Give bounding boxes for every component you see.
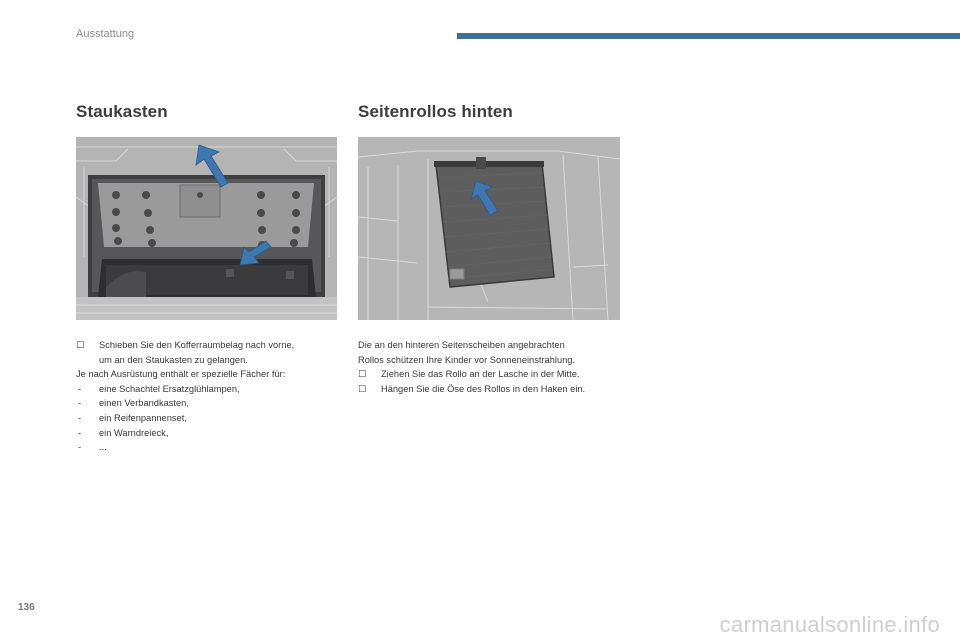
list-item: - eine Schachtel Ersatzglühlampen, [78,383,240,394]
page-number: 136 [18,602,35,613]
list-item: - ein Warndreieck, [78,427,169,438]
instruction-text-line-1: Schieben Sie den Kofferraumbelag nach vorne, [99,340,295,350]
watermark: carmanualsonline.info [719,612,940,637]
instruction-continuation [76,353,346,368]
checkbox-arrow-icon: ☐ [358,383,367,394]
page-header-section: Ausstattung [76,28,135,40]
section-title-seitenrollos: Seitenrollos hinten [358,102,513,121]
list-item: - ein Reifenpannenset, [78,412,187,423]
illustration-staukasten [76,137,337,320]
illustration-seitenrollos [358,137,620,320]
checkbox-arrow-icon: ☐ [358,369,367,380]
list-intro: Je nach Ausrüstung enthält er spezielle Fächer für: [76,369,286,380]
checkbox-arrow-icon: ☐ [76,340,85,350]
section-title-staukasten: Staukasten [76,102,168,121]
seitenrollos-text [358,338,638,396]
header-accent-bar [457,33,960,39]
intro-line: Die an den hinteren Seitenscheiben angebrachten [358,340,565,350]
list-item: - einen Verbandkasten, [78,398,189,409]
instruction-row: ☐ Hängen Sie die Öse des Rollos in den Haken ein. [358,382,638,397]
intro-line: Rollos schützen Ihre Kinder vor Sonneneinstrahlung. [358,354,576,365]
instruction-row: ☐ Ziehen Sie das Rollo an der Lasche in der Mitte. [358,367,638,382]
staukasten-text [76,338,346,455]
instruction-text-line-2: um an den Staukasten zu gelangen. [99,354,248,365]
list-item: - ... [78,442,107,453]
instruction-row [76,338,346,353]
